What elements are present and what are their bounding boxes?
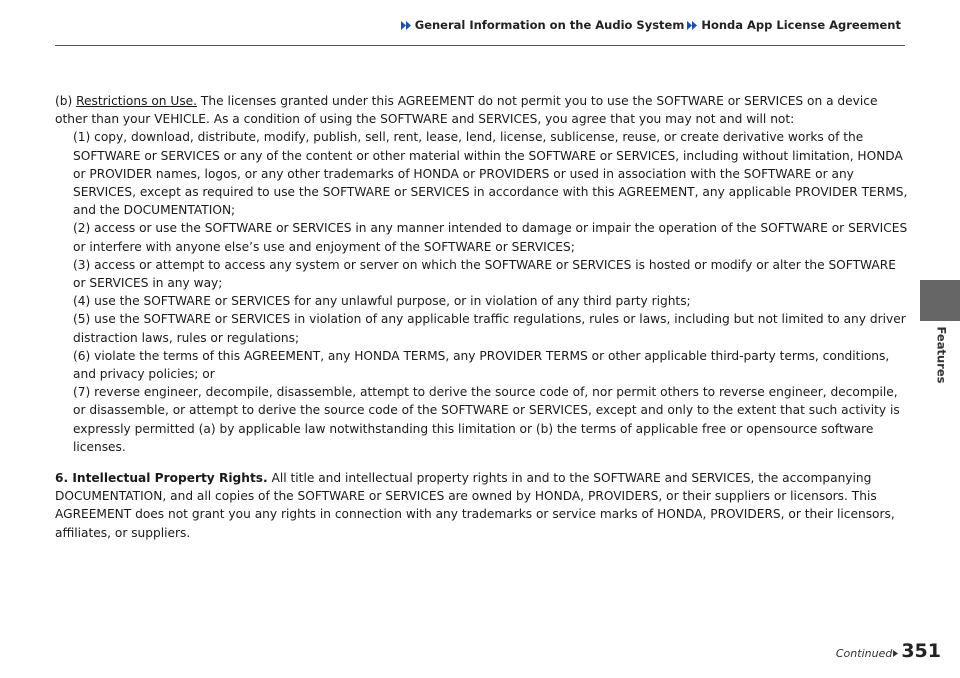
list-item: (1) copy, download, distribute, modify, publish, sell, rent, lease, lend, license, sublicense, reuse, or create derivative works of the SOFTWARE or SERVICES or any of the content or other material within the SOFTWARE or SERVICES, including without limitation, HONDA or PROVIDER names, logos, or any other trademarks of HONDA or PROVIDERS or used in association with the SOFTWARE or any SERVICES, except as required to use the SOFTWARE or SERVICES in accordance with this AGREEMENT, any applicable PROVIDER TERMS, and the DOCUMENTATION; xyxy=(73,130,908,218)
restrictions-paragraph xyxy=(55,92,910,128)
restrictions-list xyxy=(55,128,910,456)
breadcrumb-section[interactable]: General Information on the Audio System xyxy=(414,18,685,32)
list-item: (3) access or attempt to access any system or server on which the SOFTWARE or SERVICES is hosted or modify or alter the SOFTWARE or SERVICES in any way; xyxy=(73,257,896,291)
list-item: (4) use the SOFTWARE or SERVICES for any unlawful purpose, or in violation of any third party rights; xyxy=(73,294,691,309)
continued-label: Continued xyxy=(835,647,893,660)
document-body xyxy=(55,92,910,542)
restrictions-heading: Restrictions on Use. xyxy=(76,94,198,108)
features-side-tab[interactable] xyxy=(920,280,960,321)
ip-rights-heading: 6. Intellectual Property Rights. xyxy=(55,471,268,486)
list-item: (2) access or use the SOFTWARE or SERVICES in any manner intended to damage or impair the operation of the SOFTWARE or SERVICES or interfere with anyone else’s use and enjoyment of the SOFTWARE or SERVICES; xyxy=(73,221,908,254)
restrictions-intro: The licenses granted under this AGREEMENT do not permit you to use the SOFTWARE or SERVICES on a device other than your VEHICLE. As a condition of using the SOFTWARE and SERVICES, you agree that you may not and will not: xyxy=(55,94,878,127)
header-divider xyxy=(55,45,905,46)
ip-rights-paragraph xyxy=(55,469,910,542)
side-tab-text: Features xyxy=(934,326,949,384)
list-item: (5) use the SOFTWARE or SERVICES in violation of any applicable traffic regulations, rules or laws, including but not limited to any driver distraction laws, rules or regulations; xyxy=(73,312,906,345)
breadcrumb xyxy=(401,18,901,32)
page-footer xyxy=(836,640,941,662)
side-tab-label xyxy=(928,325,954,385)
restrictions-prefix: (b) xyxy=(55,94,77,108)
continued-indicator xyxy=(836,647,898,660)
list-item: (7) reverse engineer, decompile, disassemble, attempt to derive the source code of, nor permit others to reverse engineer, decompile, or disassemble, or attempt to derive the source code of the SOFTWARE or SERVICES, except and only to the extent that such activity is expressly permitted (a) by applicable law notwithstanding this limitation or (b) the terms of applicable free or opensource software licenses. xyxy=(73,385,900,454)
double-arrow-icon xyxy=(401,21,412,30)
list-item: (6) violate the terms of this AGREEMENT, any HONDA TERMS, any PROVIDER TERMS or other applicable third-party terms, conditions, and privacy policies; or xyxy=(73,348,890,382)
page-number: 351 xyxy=(901,640,941,662)
ip-rights-body: All title and intellectual property rights in and to the SOFTWARE and SERVICES, the accompanying DOCUMENTATION, and all copies of the SOFTWARE or SERVICES are owned by HONDA, PROVIDERS, or their suppliers or licensors. This AGREEMENT does not grant you any rights in connection with any trademarks or service marks of HONDA, PROVIDERS, or their licensors, affiliates, or suppliers. xyxy=(55,471,895,540)
arrow-right-icon xyxy=(893,650,898,657)
breadcrumb-page[interactable]: Honda App License Agreement xyxy=(701,18,901,32)
double-arrow-icon xyxy=(687,21,698,30)
